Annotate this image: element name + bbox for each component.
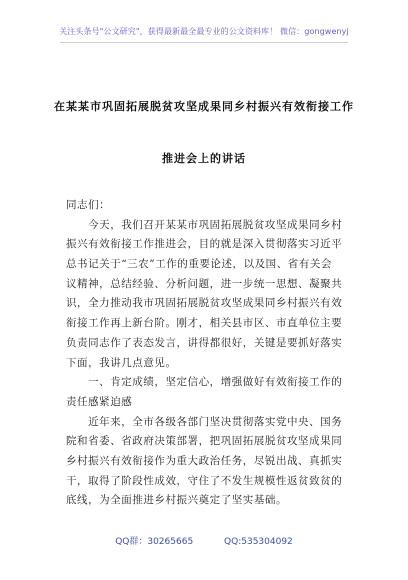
body-line: 近年来，全市各级各部门坚决贯彻落实党中央、国务 [66,415,343,428]
header-divider [60,42,348,43]
body-line: 一、肯定成绩，坚定信心，增强做好有效衔接工作的 [66,376,343,389]
footer-qq: QQ:535304092 [224,537,293,547]
body-line: 负责同志作了表态发言，讲得都很好，关键是要抓好落实 [66,336,343,349]
body-line: 振兴有效衔接工作推进会，目的就是深入贯彻落实习近平 [66,238,343,251]
body-line: 衔接工作再上新台阶。刚才，相关县市区、市直单位主要 [66,317,343,330]
footer-qq-group: QQ群：30265665 [115,537,194,547]
header-banner: 关注头条号"公文研究"，获得最新最全最专业的公文资料库！ 微信：gongwenyj [59,27,349,36]
body-line: 下面，我讲几点意见。 [66,356,177,369]
body-line: 识，全力推动我市巩固拓展脱贫攻坚成果同乡村振兴有效 [66,297,343,310]
body-line: 干，取得了阶段性成效，守住了不发生规模性返贫致贫的 [66,474,343,487]
document-title-line-2: 推进会上的讲话 [162,152,246,165]
body-line: 乡村振兴有效衔接作为重大政治任务，尽锐出战、真抓实 [66,454,343,467]
body-line: 总书记关于“三农”工作的重要论述，以及国、省有关会 [66,258,332,271]
document-title-line-1: 在某某市巩固拓展脱贫攻坚成果同乡村振兴有效衔接工作 [54,100,354,113]
speech-body [66,196,348,511]
body-line: 院和省委、省政府决策部署，把巩固拓展脱贫攻坚成果同 [66,435,343,448]
body-line: 责任感紧迫感 [66,395,133,408]
body-line: 同志们： [66,199,111,211]
body-line: 底线，为全面推进乡村振兴奠定了坚实基础。 [66,494,287,507]
body-line: 今天，我们召开某某市巩固拓展脱贫攻坚成果同乡村 [66,218,343,231]
footer-contact [0,534,408,547]
body-line: 议精神，总结经验、分析问题，进一步统一思想、凝聚共 [66,277,343,290]
